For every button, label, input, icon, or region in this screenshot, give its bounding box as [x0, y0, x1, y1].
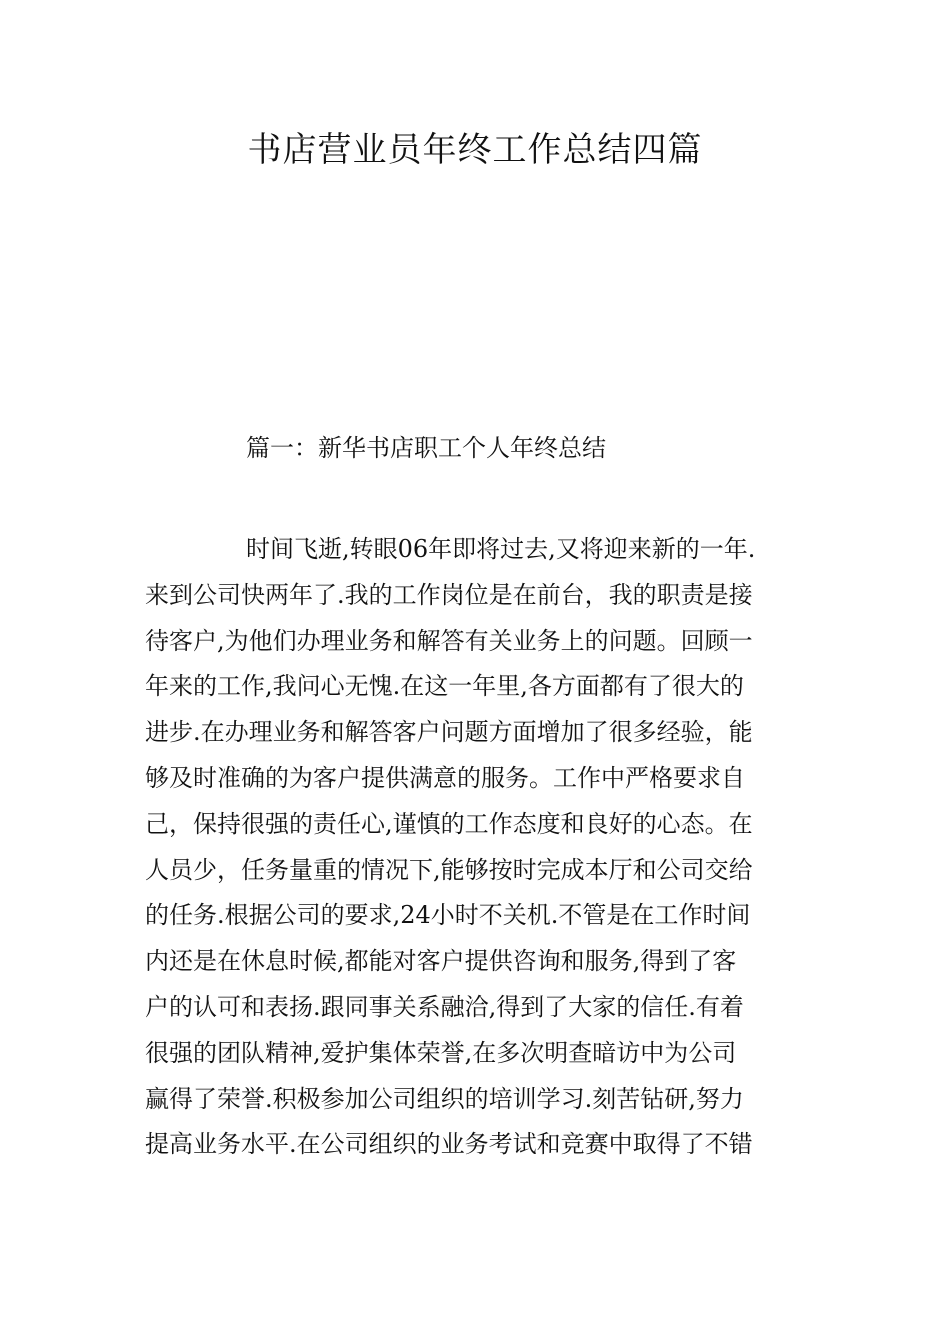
paragraph-line: 时间飞逝,转眼06年即将过去,又将迎来新的一年. [246, 535, 756, 563]
paragraph-line: 的任务.根据公司的要求,24小时不关机.不管是在工作时间 [145, 901, 751, 930]
paragraph-line: 来到公司快两年了.我的工作岗位是在前台，我的职责是接 [145, 580, 753, 609]
paragraph-line: 很强的团队精神,爱护集体荣誉,在多次明查暗访中为公司 [145, 1038, 737, 1067]
body-paragraph [145, 527, 810, 1168]
paragraph-line: 待客户,为他们办理业务和解答有关业务上的问题。回顾一 [145, 626, 753, 655]
paragraph-line: 户的认可和表扬.跟同事关系融洽,得到了大家的信任.有着 [145, 992, 744, 1021]
paragraph-line: 够及时准确的为客户提供满意的服务。工作中严格要求自 [145, 763, 745, 792]
section-heading: 篇一：新华书店职工个人年终总结 [246, 434, 606, 462]
paragraph-line: 年来的工作,我问心无愧.在这一年里,各方面都有了很大的 [145, 672, 744, 701]
paragraph-line: 人员少，任务量重的情况下,能够按时完成本厅和公司交给 [145, 855, 753, 884]
paragraph-line: 赢得了荣誉.积极参加公司组织的培训学习.刻苦钻研,努力 [145, 1084, 744, 1113]
document-title: 书店营业员年终工作总结四篇 [247, 130, 703, 170]
paragraph-line: 进步.在办理业务和解答客户问题方面增加了很多经验，能 [145, 718, 753, 747]
paragraph-line: 内还是在休息时候,都能对客户提供咨询和服务,得到了客 [145, 947, 737, 976]
paragraph-line: 提高业务水平.在公司组织的业务考试和竞赛中取得了不错 [145, 1130, 753, 1159]
paragraph-line: 己，保持很强的责任心,谨慎的工作态度和良好的心态。在 [145, 809, 753, 838]
